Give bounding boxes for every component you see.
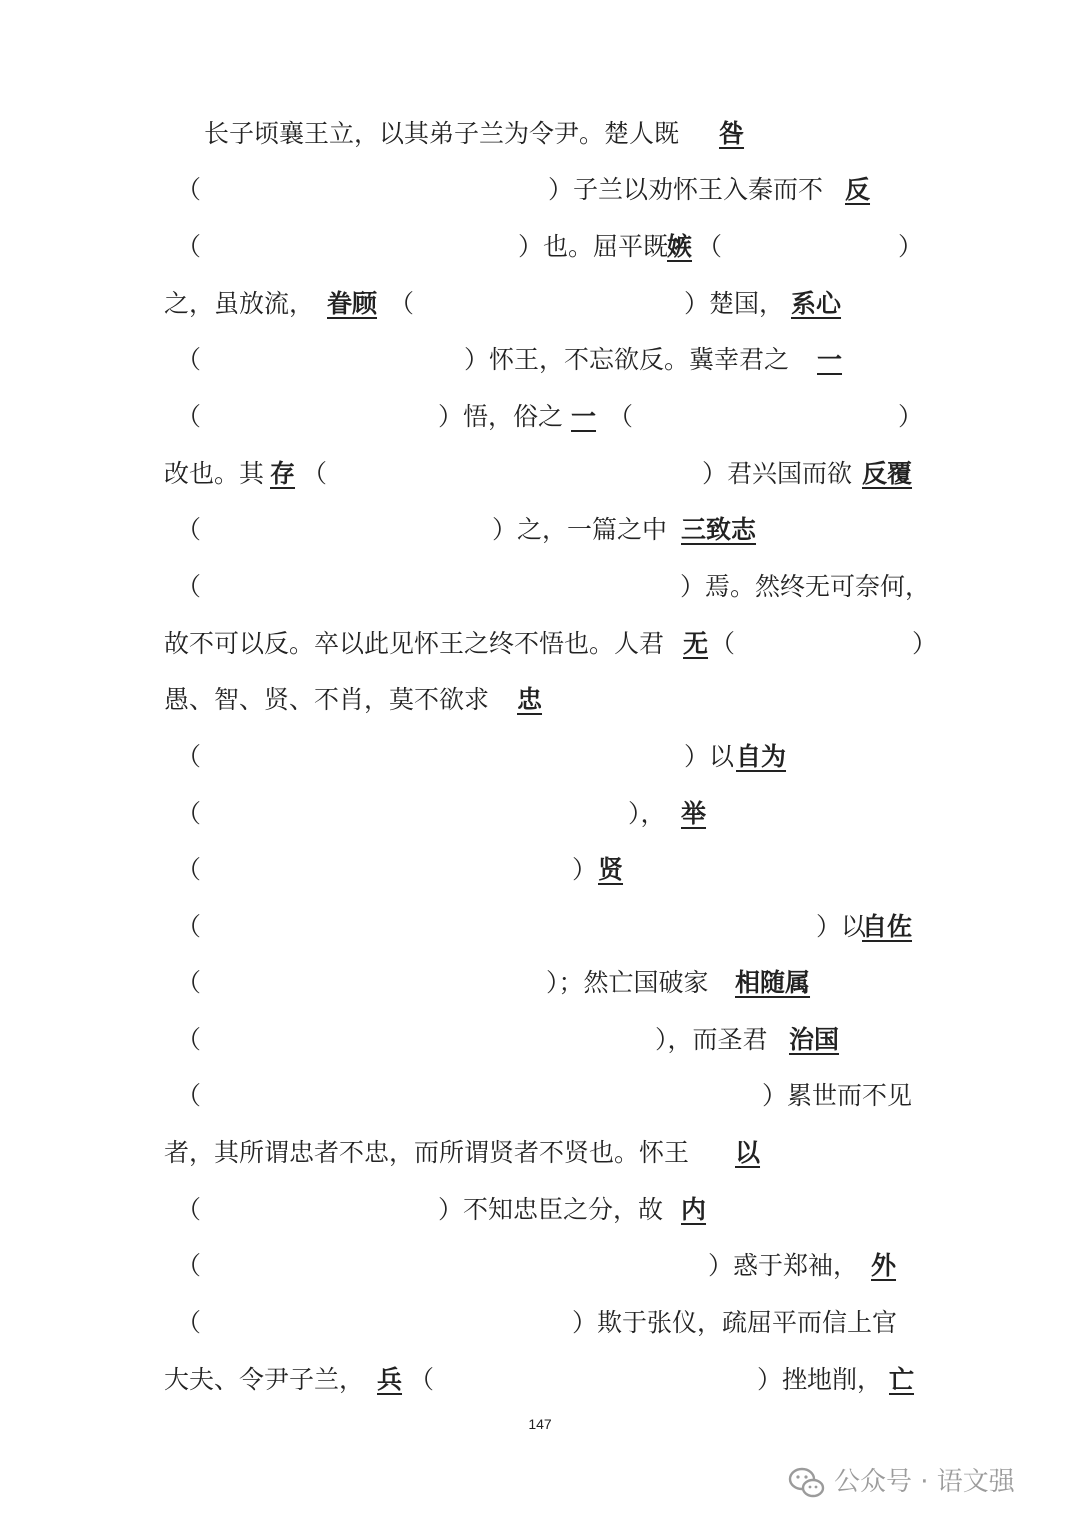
blank-paren: （ (176, 402, 202, 431)
blank-paren: （ (176, 345, 202, 374)
text-segment: ）子兰以劝怀王入秦而不 (548, 175, 824, 204)
blank-paren: （ (608, 402, 634, 431)
watermark-text: 公众号 · 语文强 (834, 1467, 1015, 1497)
text-segment: ）也。屈平既 (518, 232, 669, 261)
blank-paren: （ (176, 1081, 202, 1110)
blank-paren: （ (302, 459, 328, 488)
wechat-icon (788, 1467, 826, 1499)
underlined-keyword: 忠 (517, 685, 543, 714)
underlined-keyword: 无 (683, 629, 709, 658)
blank-paren: （ (176, 1308, 202, 1337)
text-segment: 大夫、令尹子兰， (164, 1365, 365, 1394)
underlined-keyword: 嫉 (667, 232, 693, 261)
text-segment: ）楚国， (684, 289, 785, 318)
text-segment: ）欺于张仪，疏屈平而信上官 (572, 1308, 898, 1337)
underlined-keyword: 兵 (377, 1365, 403, 1394)
text-segment: ）之，一篇之中 (492, 515, 668, 544)
blank-paren: （ (389, 289, 415, 318)
blank-paren: （ (697, 232, 723, 261)
blank-paren: （ (176, 742, 202, 771)
blank-paren: （ (176, 968, 202, 997)
text-segment: ）挫地削， (757, 1365, 883, 1394)
blank-paren: ） (912, 629, 938, 658)
blank-paren: （ (176, 232, 202, 261)
underlined-keyword: 治国 (789, 1025, 840, 1054)
underlined-keyword: 自为 (736, 742, 787, 771)
blank-paren: ） (898, 232, 924, 261)
blank-paren: （ (176, 515, 202, 544)
underlined-keyword: 存 (270, 459, 296, 488)
blank-paren: （ (176, 855, 202, 884)
text-segment: ）累世而不见 (762, 1081, 913, 1110)
text-segment: ）怀王，不忘欲反。冀幸君之 (464, 345, 790, 374)
underlined-keyword: 系心 (791, 289, 842, 318)
text-segment: ）， (628, 799, 666, 828)
text-segment: ）君兴国而欲 (702, 459, 853, 488)
underlined-keyword: 眷顾 (327, 289, 378, 318)
text-segment: ）焉。然终无可奈何， (680, 572, 931, 601)
underlined-keyword: 反覆 (862, 459, 913, 488)
page-number: 147 (528, 1416, 552, 1432)
text-segment: ）悟，俗之 (438, 402, 564, 431)
text-segment: ）；然亡国破家 (546, 968, 709, 997)
text-segment: ）以 (816, 912, 867, 941)
text-segment: ）惑于郑袖， (708, 1251, 859, 1280)
underlined-keyword: 内 (681, 1195, 707, 1224)
text-segment: ），而圣君 (655, 1025, 768, 1054)
text-segment: ）以 (684, 742, 735, 771)
text-segment: 之，虽放流， (164, 289, 315, 318)
text-segment: ）不知忠臣之分，故 (438, 1195, 664, 1224)
blank-paren: （ (176, 1195, 202, 1224)
underlined-keyword: 举 (681, 799, 707, 828)
underlined-keyword: 亡 (889, 1365, 915, 1394)
underlined-keyword: 三致志 (681, 515, 757, 544)
text-segment: 故不可以反。卒以此见怀王之终不悟也。人君 (164, 629, 665, 658)
blank-paren: （ (176, 175, 202, 204)
blank-paren: ） (572, 855, 598, 884)
underlined-keyword: 外 (871, 1251, 897, 1280)
underlined-keyword: 以 (735, 1138, 761, 1167)
blank-paren: （ (409, 1365, 435, 1394)
text-segment: 改也。其 (164, 459, 265, 488)
underlined-keyword: 咎 (719, 119, 745, 148)
text-segment: 长子顷襄王立，以其弟子兰为令尹。楚人既 (204, 119, 680, 148)
underlined-keyword: 自佐 (862, 912, 913, 941)
blank-paren: （ (710, 629, 736, 658)
blank-paren: （ (176, 1251, 202, 1280)
blank-paren: （ (176, 572, 202, 601)
underlined-keyword: 反 (845, 175, 871, 204)
text-segment: 愚、智、贤、不肖，莫不欲求 (164, 685, 490, 714)
underlined-keyword: 一 (817, 345, 843, 374)
underlined-keyword: 一 (571, 402, 597, 431)
blank-paren: ） (898, 402, 924, 431)
underlined-keyword: 贤 (598, 855, 624, 884)
blank-paren: （ (176, 799, 202, 828)
underlined-keyword: 相随属 (735, 968, 811, 997)
text-segment: 者，其所谓忠者不忠，而所谓贤者不贤也。怀王 (164, 1138, 690, 1167)
blank-paren: （ (176, 912, 202, 941)
blank-paren: （ (176, 1025, 202, 1054)
